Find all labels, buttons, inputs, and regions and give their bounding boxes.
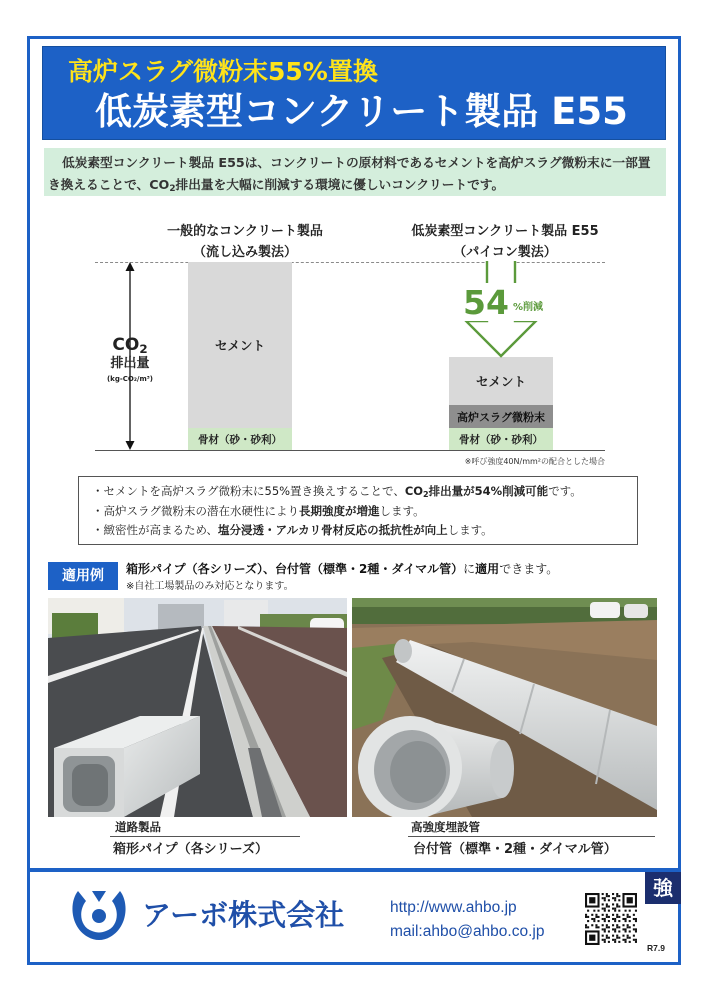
- qr-module: [608, 930, 610, 932]
- qr-module: [635, 939, 637, 941]
- strength-badge: 強: [645, 872, 681, 904]
- qr-module: [589, 935, 595, 941]
- benefit-item: [92, 482, 637, 502]
- reduction-label: [460, 283, 546, 321]
- intro-line-1: 低炭素型コンクリート製品 E55は、コンクリートの原材料であるセメントを高炉スラグ微粉末に一部置: [62, 155, 651, 170]
- axis-co-subscript: 2: [139, 341, 148, 356]
- version-label: R7.9: [647, 943, 665, 953]
- qr-module: [612, 924, 614, 926]
- qr-module: [616, 935, 618, 937]
- photo-caption-product: 台付管（標準・2種・ダイマル管）: [413, 842, 617, 857]
- company-name: アーボ株式会社: [142, 898, 345, 932]
- caption-underline: [110, 836, 300, 837]
- front-pipe-hollow: [390, 741, 446, 803]
- qr-module: [608, 910, 610, 912]
- qr-module: [612, 908, 614, 910]
- qr-module: [618, 910, 620, 912]
- qr-module: [604, 939, 606, 941]
- qr-module: [625, 918, 627, 920]
- qr-module: [602, 928, 604, 930]
- intro-text: 排出量を大幅に削減する環境に優しいコンクリートです。: [175, 177, 505, 192]
- qr-code: [585, 893, 637, 945]
- conventional-aggregate-segment: 骨材（砂・砂利）: [188, 428, 292, 450]
- qr-module: [608, 905, 610, 907]
- qr-module: [618, 920, 620, 922]
- qr-module: [608, 895, 610, 897]
- benefit-item: [92, 502, 637, 522]
- qr-module: [602, 903, 604, 905]
- qr-module: [606, 903, 608, 905]
- qr-module: [585, 916, 587, 918]
- qr-module: [602, 908, 604, 910]
- qr-module: [606, 905, 608, 907]
- qr-module: [627, 935, 629, 937]
- qr-module: [614, 941, 616, 943]
- application-ending: できます。: [499, 562, 559, 576]
- qr-module: [591, 914, 593, 916]
- photo-caption-category: 道路製品: [115, 820, 161, 834]
- qr-module: [629, 916, 631, 918]
- conventional-method: （流し込み製法）: [192, 245, 297, 260]
- qr-module: [629, 941, 631, 943]
- website-link[interactable]: http://www.ahbo.jp: [390, 899, 517, 916]
- e55-cement-segment: セメント: [449, 357, 553, 405]
- car: [624, 604, 648, 618]
- qr-module: [618, 930, 620, 932]
- benefit-co: CO: [404, 484, 424, 498]
- qr-module: [608, 926, 610, 928]
- qr-module: [616, 903, 618, 905]
- qr-module: [625, 920, 627, 922]
- intro-line-2: [48, 176, 504, 194]
- application-verb: 適用: [475, 562, 500, 576]
- footer-divider: [27, 868, 681, 872]
- qr-module: [604, 920, 606, 922]
- logo-notch: [92, 891, 106, 902]
- qr-module: [595, 926, 597, 928]
- qr-module: [633, 935, 635, 937]
- qr-module: [612, 935, 614, 937]
- qr-module: [629, 930, 631, 932]
- qr-module: [633, 924, 635, 926]
- axis-co2-label: [100, 335, 160, 355]
- qr-module: [616, 937, 618, 939]
- qr-module: [625, 928, 627, 930]
- qr-module: [635, 930, 637, 932]
- qr-module: [618, 895, 620, 897]
- qr-module: [635, 920, 637, 922]
- photo-road-product: [48, 598, 347, 817]
- qr-module: [595, 914, 597, 916]
- qr-module: [612, 903, 614, 905]
- qr-module: [616, 924, 618, 926]
- qr-module: [618, 905, 620, 907]
- benefit-highlight: [405, 484, 548, 498]
- qr-module: [606, 893, 608, 895]
- qr-module: [606, 914, 608, 916]
- application-products: 箱形パイプ（各シリーズ）、台付管（標準・2種・ダイマル管）: [126, 562, 464, 576]
- benefit-highlight: 長期強度が増進: [299, 503, 380, 518]
- qr-module: [618, 941, 620, 943]
- qr-module: [622, 928, 624, 930]
- application-text: [126, 562, 558, 577]
- benefit-text: します。: [379, 503, 425, 518]
- qr-module: [606, 935, 608, 937]
- photo-buried-pipe: [352, 598, 657, 817]
- qr-module: [593, 910, 595, 912]
- qr-module: [597, 920, 599, 922]
- culvert-inner: [72, 764, 108, 806]
- qr-module: [606, 895, 608, 897]
- benefit-highlight: 塩分浸透・アルカリ骨材反応の抵抗性が向上: [218, 523, 448, 537]
- qr-module: [608, 941, 610, 943]
- qr-module: [608, 899, 610, 901]
- qr-module: [635, 918, 637, 920]
- logo-dot: [92, 909, 106, 923]
- qr-module: [597, 926, 599, 928]
- qr-module: [602, 939, 604, 941]
- qr-module: [622, 935, 624, 937]
- qr-module: [612, 918, 614, 920]
- qr-module: [604, 918, 606, 920]
- qr-module: [587, 926, 589, 928]
- qr-module: [622, 914, 624, 916]
- qr-module: [618, 937, 620, 939]
- qr-module: [587, 910, 589, 912]
- company-logo-icon: [68, 887, 130, 943]
- qr-module: [614, 928, 616, 930]
- qr-module: [616, 893, 618, 895]
- application-note: ※自社工場製品のみ対応となります。: [126, 581, 294, 592]
- qr-module: [597, 910, 599, 912]
- road-photo-image: [48, 598, 347, 817]
- qr-module: [627, 897, 633, 903]
- qr-module: [602, 897, 604, 899]
- qr-module: [591, 918, 593, 920]
- qr-module: [616, 916, 618, 918]
- front-pipe-back-end: [490, 740, 514, 798]
- application-particle: に: [463, 562, 476, 576]
- qr-module: [616, 905, 618, 907]
- chart-footnote: ※呼び強度40N/mm²の配合とした場合: [464, 457, 605, 466]
- qr-module: [604, 910, 606, 912]
- intro-co: CO: [149, 177, 170, 192]
- axis-arrowhead-down: [126, 441, 135, 450]
- caption-underline: [408, 836, 655, 837]
- qr-module: [591, 924, 593, 926]
- benefit-text: です。: [548, 484, 582, 498]
- benefit-text: します。: [447, 523, 493, 537]
- qr-module: [587, 920, 589, 922]
- qr-module: [585, 914, 587, 916]
- qr-module: [606, 937, 608, 939]
- qr-module: [612, 897, 614, 899]
- qr-module: [618, 899, 620, 901]
- qr-module: [629, 926, 631, 928]
- axis-emission-label: 排出量: [110, 356, 150, 371]
- benefit-text: ・緻密性が高まるため、: [92, 523, 219, 537]
- benefit-bold-text: 排出量が54%削減可能: [428, 484, 549, 498]
- axis-unit-label: (kg-CO₂/m³): [106, 375, 154, 383]
- page-title: 低炭素型コンクリート製品 E55: [95, 90, 628, 133]
- conventional-cement-segment: セメント: [188, 262, 292, 428]
- qr-module: [595, 916, 597, 918]
- qr-module: [627, 937, 629, 939]
- qr-module: [612, 914, 614, 916]
- qr-module: [635, 928, 637, 930]
- qr-module: [608, 916, 610, 918]
- qr-module: [614, 897, 616, 899]
- reduction-unit: %削減: [512, 302, 543, 313]
- qr-module: [602, 924, 604, 926]
- qr-module: [604, 899, 606, 901]
- qr-module: [614, 920, 616, 922]
- qr-module: [629, 910, 631, 912]
- qr-module: [585, 926, 587, 928]
- photo-caption-product: 箱形パイプ（各シリーズ）: [113, 842, 268, 857]
- qr-module: [618, 916, 620, 918]
- email-link[interactable]: mail:ahbo@ahbo.co.jp: [390, 923, 545, 940]
- intro-co-subscript: 2: [169, 184, 176, 195]
- qr-module: [614, 899, 616, 901]
- qr-module: [633, 918, 635, 920]
- qr-module: [614, 939, 616, 941]
- qr-module: [612, 928, 614, 930]
- qr-module: [612, 893, 614, 895]
- benefit-item: [92, 521, 637, 541]
- qr-module: [602, 935, 604, 937]
- benefits-box: [78, 476, 638, 545]
- qr-module: [625, 910, 627, 912]
- qr-module: [602, 914, 604, 916]
- qr-module: [622, 918, 624, 920]
- qr-module: [602, 918, 604, 920]
- qr-module: [604, 928, 606, 930]
- application-label: 適用例: [48, 562, 118, 590]
- qr-module: [622, 939, 624, 941]
- qr-module: [597, 916, 599, 918]
- car: [590, 602, 620, 618]
- e55-aggregate-segment: 骨材（砂・砂利）: [449, 428, 553, 450]
- qr-module: [614, 908, 616, 910]
- axis-co: CO: [112, 335, 140, 355]
- qr-module: [633, 939, 635, 941]
- qr-module: [625, 941, 627, 943]
- qr-module: [635, 910, 637, 912]
- e55-slag-segment: 高炉スラグ微粉末: [449, 405, 553, 428]
- qr-module: [614, 910, 616, 912]
- qr-module: [614, 930, 616, 932]
- qr-module: [604, 908, 606, 910]
- qr-module: [627, 926, 629, 928]
- qr-module: [614, 918, 616, 920]
- pipe-photo-image: [352, 598, 657, 817]
- photo-caption-category: 高強度埋設管: [411, 820, 480, 834]
- qr-module: [616, 895, 618, 897]
- qr-module: [622, 924, 624, 926]
- qr-module: [625, 930, 627, 932]
- qr-module: [587, 916, 589, 918]
- qr-module: [606, 926, 608, 928]
- qr-module: [627, 916, 629, 918]
- qr-module: [593, 920, 595, 922]
- qr-module: [635, 941, 637, 943]
- qr-module: [633, 914, 635, 916]
- qr-module: [616, 926, 618, 928]
- e55-title: 低炭素型コンクリート製品 E55: [411, 224, 599, 239]
- qr-module: [606, 916, 608, 918]
- qr-module: [629, 920, 631, 922]
- e55-method: （パイコン製法）: [453, 245, 557, 260]
- qr-module: [608, 937, 610, 939]
- pipe-far-end: [394, 639, 412, 663]
- qr-module: [585, 924, 587, 926]
- intro-text: き換えることで、: [48, 177, 150, 192]
- qr-module: [618, 926, 620, 928]
- e55-bar: [449, 357, 553, 450]
- building: [158, 604, 204, 630]
- qr-module: [627, 914, 629, 916]
- qr-module: [604, 941, 606, 943]
- benefit-text: ・セメントを高炉スラグ微粉末に55%置き換えすることで、: [92, 484, 405, 498]
- qr-module: [604, 897, 606, 899]
- benefit-co-subscript: 2: [423, 490, 429, 499]
- qr-module: [595, 924, 597, 926]
- axis-arrowhead-up: [126, 262, 135, 271]
- conventional-bar: [188, 262, 292, 450]
- qr-module: [616, 914, 618, 916]
- qr-module: [633, 928, 635, 930]
- qr-module: [589, 897, 595, 903]
- benefit-text: ・高炉スラグ微粉末の潜在水硬性により: [92, 503, 299, 518]
- qr-module: [608, 920, 610, 922]
- qr-module: [602, 893, 604, 895]
- header-subtitle: 高炉スラグ微粉末55%置換: [68, 57, 378, 86]
- qr-module: [593, 918, 595, 920]
- conventional-title: 一般的なコンクリート製品: [167, 224, 323, 239]
- baseline: [95, 450, 605, 451]
- qr-module: [612, 939, 614, 941]
- qr-module: [625, 939, 627, 941]
- qr-module: [627, 924, 629, 926]
- qr-module: [606, 924, 608, 926]
- qr-module: [604, 930, 606, 932]
- reduction-value: 54: [463, 283, 509, 322]
- qr-module: [629, 937, 631, 939]
